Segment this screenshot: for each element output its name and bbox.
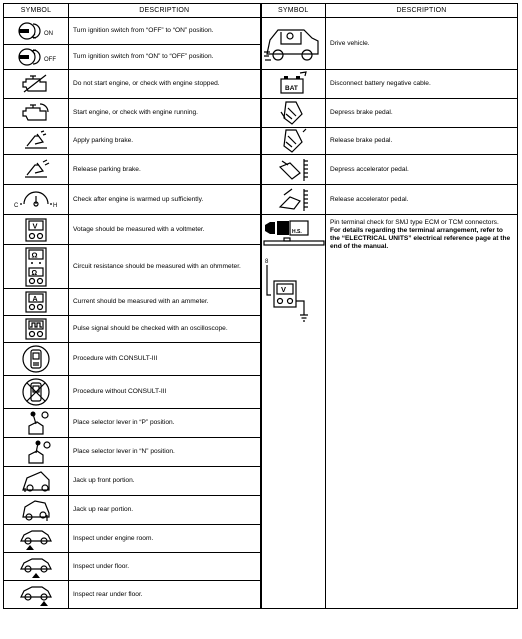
inspect-floor-icon	[4, 553, 69, 581]
description-cell: Place selector lever in “N” position.	[69, 438, 261, 467]
description-cell: Place selector lever in “P” position.	[69, 409, 261, 438]
svg-text:Ω: Ω	[31, 269, 38, 277]
description-cell: Depress accelerator pedal.	[326, 155, 518, 185]
parking-brake-apply-icon	[4, 128, 69, 155]
description-cell: Procedure with CONSULT-III	[69, 343, 261, 376]
temperature-gauge-icon	[4, 185, 69, 215]
description-cell: Pulse signal should be checked with an oscilloscope.	[69, 316, 261, 343]
symbol-table-container	[3, 3, 518, 636]
svg-text:H.S.: H.S.	[291, 229, 302, 235]
svg-text:BAT: BAT	[285, 85, 299, 92]
header-symbol-left: SYMBOL	[4, 4, 69, 18]
selector-p-icon	[4, 409, 69, 438]
header-symbol-right: SYMBOL	[261, 4, 326, 18]
svg-text:H: H	[53, 202, 58, 209]
description-cell: Circuit resistance should be measured with an ohmmeter.	[69, 245, 261, 289]
svg-text:Ω: Ω	[31, 250, 38, 259]
drive-vehicle-icon	[261, 18, 326, 70]
description-cell: Do not start engine, or check with engine stopped.	[69, 70, 261, 99]
description-cell: Jack up rear portion.	[69, 496, 261, 525]
selector-n-icon	[4, 438, 69, 467]
svg-text:V: V	[32, 221, 38, 230]
header-description-right: DESCRIPTION	[326, 4, 518, 18]
description-cell: Turn ignition switch from “OFF” to “ON” position.	[69, 18, 261, 45]
ammeter-icon	[4, 289, 69, 316]
no-consult-icon	[4, 376, 69, 409]
ignition-off-icon	[4, 45, 69, 70]
brake-release-icon	[261, 128, 326, 155]
jack-rear-icon	[4, 496, 69, 525]
description-cell: Disconnect battery negative cable.	[326, 70, 518, 99]
svg-text:C: C	[14, 202, 19, 209]
description-cell: Release parking brake.	[69, 155, 261, 185]
description-cell: Votage should be measured with a voltmeter.	[69, 215, 261, 245]
header-description-left: DESCRIPTION	[69, 4, 261, 18]
description-cell: Release brake pedal.	[326, 128, 518, 155]
svg-text:ON: ON	[44, 31, 53, 37]
table-row	[4, 70, 518, 99]
table-row	[4, 155, 518, 185]
table-row	[4, 215, 518, 245]
table-row	[4, 128, 518, 155]
header-row	[4, 4, 518, 18]
jack-front-icon	[4, 467, 69, 496]
description-cell: Drive vehicle.	[326, 18, 518, 70]
description-cell: Procedure without CONSULT-III	[69, 376, 261, 409]
table-row	[4, 18, 518, 45]
pin-terminal-description: Pin terminal check for SMJ type ECM or TCM connectors.	[330, 219, 499, 226]
description-cell: Current should be measured with an ammeter.	[69, 289, 261, 316]
svg-text:A: A	[32, 296, 38, 303]
description-cell: Depress brake pedal.	[326, 99, 518, 128]
engine-stopped-icon	[4, 70, 69, 99]
oscilloscope-icon	[4, 316, 69, 343]
description-cell: Turn ignition switch from “ON” to “OFF” position.	[69, 45, 261, 70]
description-cell: Check after engine is warmed up sufficiently.	[69, 185, 261, 215]
description-cell: Inspect rear under floor.	[69, 581, 261, 609]
voltmeter-icon	[4, 215, 69, 245]
consult-icon	[4, 343, 69, 376]
table-row	[4, 99, 518, 128]
symbol-table	[3, 3, 518, 609]
description-cell	[326, 215, 518, 609]
engine-running-icon	[4, 99, 69, 128]
svg-text:8: 8	[264, 259, 268, 265]
svg-text:OFF: OFF	[44, 57, 56, 63]
brake-depress-icon	[261, 99, 326, 128]
pin-terminal-reference: For details regarding the terminal arrangement, refer to the “ELECTRICAL UNITS” electrical reference page at the end of the manual.	[330, 227, 511, 250]
accel-release-icon	[261, 185, 326, 215]
accel-depress-icon	[261, 155, 326, 185]
description-cell: Jack up front portion.	[69, 467, 261, 496]
description-cell: Start engine, or check with engine running.	[69, 99, 261, 128]
inspect-rear-floor-icon	[4, 581, 69, 609]
ohmmeter-icon	[4, 245, 69, 289]
description-cell: Apply parking brake.	[69, 128, 261, 155]
inspect-engine-room-icon	[4, 525, 69, 553]
pin-terminal-icon	[261, 215, 326, 609]
description-cell: Release accelerator pedal.	[326, 185, 518, 215]
svg-text:V: V	[280, 285, 286, 294]
table-row	[4, 185, 518, 215]
parking-brake-release-icon	[4, 155, 69, 185]
ignition-on-icon	[4, 18, 69, 45]
battery-icon	[261, 70, 326, 99]
description-cell: Inspect under floor.	[69, 553, 261, 581]
description-cell: Inspect under engine room.	[69, 525, 261, 553]
